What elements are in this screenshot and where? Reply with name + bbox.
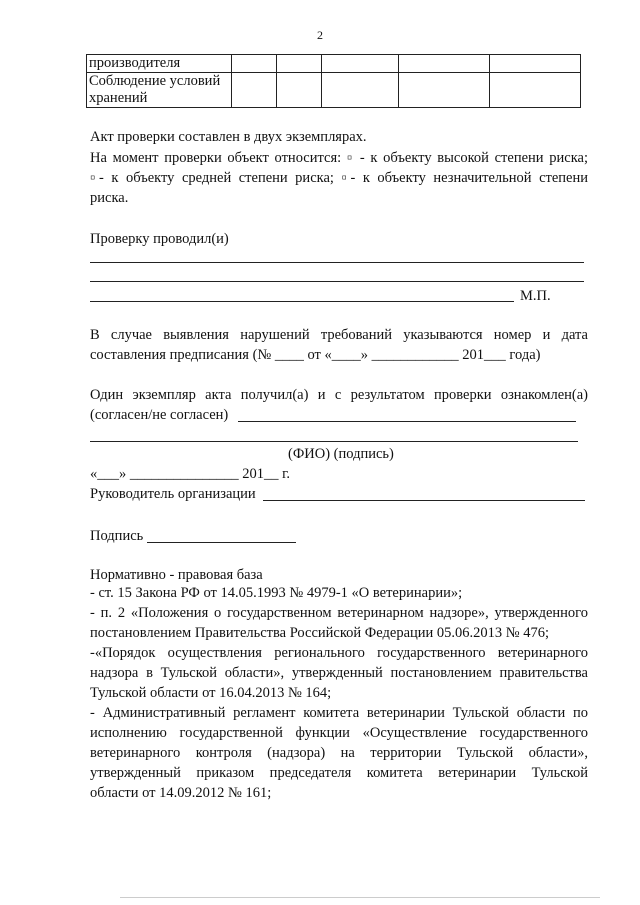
inspection-table <box>86 54 581 108</box>
bottom-divider <box>120 897 600 898</box>
conducted-by-label: Проверку проводил(и) <box>90 231 229 247</box>
table-cell <box>322 55 399 73</box>
head-of-org-label: Руководитель организации <box>90 486 256 502</box>
table-cell-label: производителя <box>87 55 232 73</box>
signature-label: Подпись <box>90 528 144 544</box>
table-cell-label <box>87 73 232 108</box>
table-cell <box>399 55 490 73</box>
act-copies-text: Акт проверки составлен в двух экземплярах. <box>90 129 367 145</box>
signature-line <box>90 441 578 442</box>
stamp-place-label: М.П. <box>520 288 551 304</box>
legal-item: ветеринарного контроля (надзора) на территории Тульской области», <box>90 745 588 761</box>
signature-line <box>147 542 296 543</box>
table-cell <box>399 73 490 108</box>
table-cell <box>277 73 322 108</box>
legal-item: утвержденный приказом председателя комитета ветеринарии Тульской <box>90 765 588 781</box>
violations-line-2: составления предписания (№ ____ от «____» ____________ 201___ года) <box>90 347 541 363</box>
fio-signature-caption: (ФИО) (подпись) <box>288 446 394 462</box>
signature-line <box>90 262 584 263</box>
legal-item: -«Порядок осуществления регионального государственного ветеринарного <box>90 645 588 661</box>
table-cell-line: Соблюдение условий <box>89 73 221 89</box>
legal-item: Тульской области от 16.04.2013 № 164; <box>90 685 332 701</box>
legal-item: постановлением Правительства Российской Федерации 05.06.2013 № 476; <box>90 625 550 641</box>
table-cell <box>277 55 322 73</box>
risk-line-1: На момент проверки объект относится: ▫ - к объекту высокой степени риска; <box>90 150 588 166</box>
table-cell <box>232 73 277 108</box>
violations-line-1: В случае выявления нарушений требований указываются номер и дата <box>90 327 588 343</box>
risk-line-2: ▫- к объекту средней степени риска; ▫- к объекту незначительной степени <box>90 170 588 186</box>
legal-item: - ст. 15 Закона РФ от 14.05.1993 № 4979-1 «О ветеринарии»; <box>90 585 463 601</box>
copy-received-line-1: Один экземпляр акта получил(а) и с результатом проверки ознакомлен(а) <box>90 387 588 403</box>
legal-item: - п. 2 «Положения о государственном ветеринарном надзоре», утвержденного <box>90 605 588 621</box>
table-row <box>87 55 581 73</box>
legal-item: исполнению государственной функции «Осуществление государственного <box>90 725 588 741</box>
page-number: 2 <box>317 28 323 42</box>
table-cell <box>490 73 581 108</box>
signature-line <box>238 421 576 422</box>
date-line: «___» _______________ 201__ г. <box>90 466 291 482</box>
table-cell <box>490 55 581 73</box>
copy-received-line-2: (согласен/не согласен) <box>90 407 229 423</box>
legal-item: - Административный регламент комитета ветеринарии Тульской области по <box>90 705 588 721</box>
legal-item: области от 14.09.2012 № 161; <box>90 785 272 801</box>
legal-item: надзора в Тульской области», утвержденный постановлением правительства <box>90 665 588 681</box>
table-row <box>87 73 581 108</box>
table-cell <box>232 55 277 73</box>
legal-base-title: Нормативно - правовая база <box>90 567 263 583</box>
table-cell <box>322 73 399 108</box>
signature-line <box>90 301 514 302</box>
signature-line <box>263 500 585 501</box>
table-cell-line: хранений <box>89 90 148 106</box>
risk-line-3: риска. <box>90 190 129 206</box>
signature-line <box>90 281 584 282</box>
